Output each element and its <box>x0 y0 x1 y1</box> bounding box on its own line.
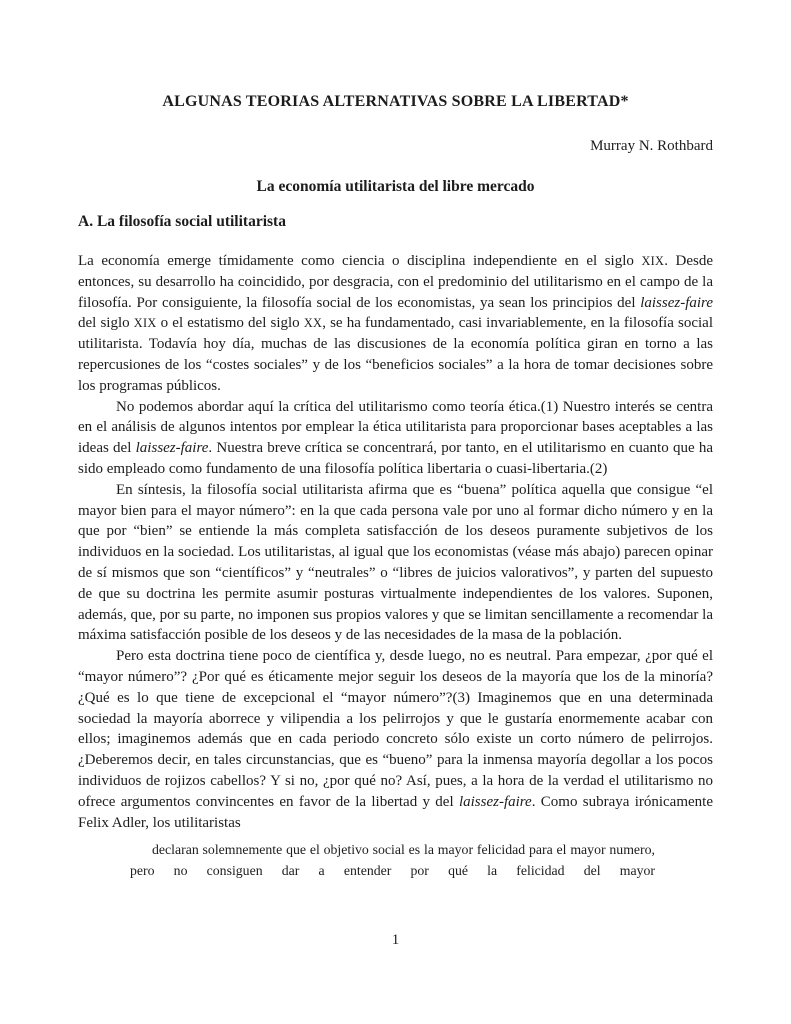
chapter-title: La economía utilitarista del libre mercado <box>256 178 535 195</box>
page-number: 1 <box>391 932 400 948</box>
smallcaps-text: XX <box>303 316 323 331</box>
paragraph-2 <box>78 397 713 480</box>
author-name: Murray N. Rothbard <box>590 138 713 154</box>
body-text <box>78 251 713 881</box>
text-run: , se ha fundamentado, casi invariablemente, en la filosofía social utilitarista. Todavía hoy día, muchas de las discusiones de la economía política giran en torno a las repercusiones de los “costes sociales” y de los “beneficios sociales” a la hora de tomar decisiones sobre los programas públicos. <box>78 315 714 394</box>
document-title: ALGUNAS TEORIAS ALTERNATIVAS SOBRE LA LIBERTAD* <box>162 93 629 110</box>
text-run: La economía emerge tímidamente como ciencia o disciplina independiente en el siglo <box>78 253 642 269</box>
text-run: o el estatismo del siglo <box>156 315 304 332</box>
text-run: . Como subraya irónicamente Felix Adler, los utilitaristas <box>78 793 713 831</box>
section-heading: A. La filosofía social utilitarista <box>78 213 286 230</box>
text-run: Pero esta doctrina tiene poco de científica y, desde luego, no es neutral. Para empezar, ¿por qué el “mayor número”? ¿Por qué es éticamente mejor seguir los deseos de la mayoría que los de la minoría? ¿Qué es lo que tiene de excepcional el “mayor número”?(3) Imaginemos que en una determinada sociedad la mayoría aborrece y vilipendia a los pelirrojos y que le gustaría enormemente acabar con ellos; imaginemos además que en cada periodo concreto sólo existe un corto número de pelirrojos. ¿Deberemos decir, en tales circunstancias, que es “bueno” para la inmensa mayoría degollar a los pocos individuos de rojizos cabellos? Y si no, ¿por qué no? Así, pues, a la hora de la verdad el utilitarismo no ofrece argumentos convincentes en favor de la libertad y del <box>78 648 713 810</box>
smallcaps-text: XIX <box>641 254 665 268</box>
text-run: del siglo <box>78 315 134 332</box>
blockquote <box>130 839 655 881</box>
text-run: . Nuestra breve crítica se concentrará, por tanto, en el utilitarismo en cuanto que ha sido empleado como fundamento de una filosofía política libertaria o cuasi-libertaria.(2) <box>78 440 713 477</box>
paragraph-3 <box>78 480 713 646</box>
italic-text: laissez-faire <box>458 793 532 810</box>
smallcaps-text: XIX <box>133 316 157 331</box>
text-run: declaran solemnemente que el objetivo social es la mayor felicidad para el mayor numero, pero no consiguen dar a entender por qué la felicidad del mayor <box>130 842 655 879</box>
italic-text: laissez-faire <box>640 294 713 311</box>
text-run: . Desde entonces, su desarrollo ha coincidido, por desgracia, con el predominio del utilitarismo en el campo de la filosofía. Por consiguiente, la filosofía social de los economistas, ya sean los principios del <box>78 253 713 311</box>
text-run: No podemos abordar aquí la crítica del utilitarismo como teoría ética.(1) Nuestro interés se centra en el análisis de algunos intentos por emplear la ética utilitarista para proporcionar bases aceptables a las ideas del <box>78 398 713 457</box>
paragraph-4 <box>78 646 713 833</box>
text-run: En síntesis, la filosofía social utilitarista afirma que es “buena” política aquella que consigue “el mayor bien para el mayor número”: en la que cada persona vale por uno al formar dicho número y en la que por “bien” se entiende la más completa satisfacción de los deseos puramente subjetivos de los individuos en la sociedad. Los utilitaristas, al igual que los economistas (véase más abajo) parecen opinar de sí mismos que son “científicos” y “neutrales” o “libres de juicios valorativos”, y parten del supuesto de que su doctrina les permite asumir posturas virtualmente independientes de los valores. Suponen, además, que, por su parte, no imponen sus propios valores y que se limitan sencillamente a recomendar la máxima satisfacción posible de los deseos y de las necesidades de la masa de la población. <box>78 481 713 644</box>
italic-text: laissez-faire <box>135 440 209 457</box>
paragraph-1 <box>78 251 713 397</box>
